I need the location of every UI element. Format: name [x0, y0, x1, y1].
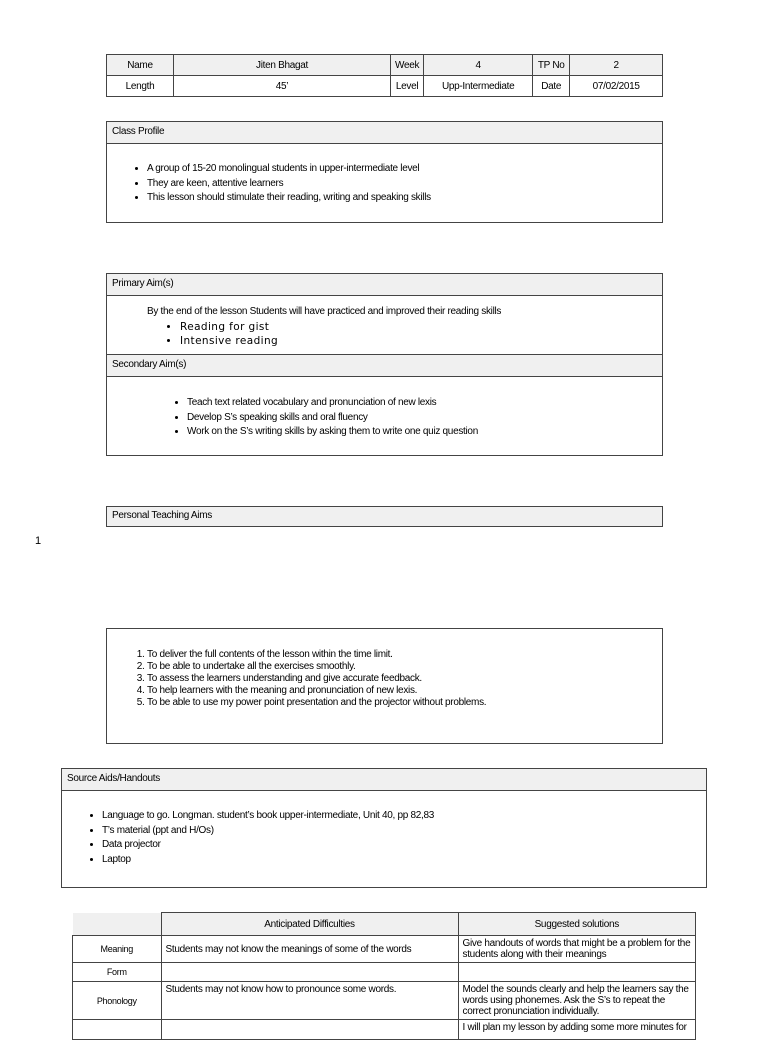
solution-cell: Give handouts of words that might be a problem for the students along with their meanings: [458, 936, 696, 963]
row-label: [73, 1020, 162, 1040]
personal-aims-title: Personal Teaching Aims: [107, 507, 662, 526]
list-item: 4. To help learners with the meaning and pronunciation of new lexis.: [147, 685, 662, 697]
difficulties-table: [72, 912, 696, 1040]
lesson-info-table: [106, 54, 663, 97]
list-item: 3. To assess the learners understanding and give accurate feedback.: [147, 673, 662, 685]
list-item: • Work on the S’s writing skills by asking them to write one quiz question: [187, 425, 662, 440]
primary-aims-title: Primary Aim(s): [107, 274, 662, 296]
row-label-form: Form: [73, 963, 162, 982]
date-label: Date: [533, 76, 570, 97]
row-label-phonology: Phonology: [73, 982, 162, 1020]
solution-cell: [458, 963, 696, 982]
list-item: • T’s material (ppt and H/Os): [102, 824, 706, 839]
name-label: Name: [107, 55, 174, 76]
secondary-aims-list: [107, 396, 662, 440]
list-item: • Laptop: [102, 853, 706, 868]
col-header-difficulties: Anticipated Difficulties: [161, 913, 458, 936]
personal-aims-box: [106, 628, 663, 744]
list-item: • Language to go. Longman. student’s book upper-intermediate, Unit 40, pp 82,83: [102, 809, 706, 824]
difficulty-cell: [161, 1020, 458, 1040]
list-item: • This lesson should stimulate their reading, writing and speaking skills: [147, 191, 662, 206]
list-item: • Data projector: [102, 838, 706, 853]
length-value: 45’: [174, 76, 391, 97]
col-header-solutions: Suggested solutions: [458, 913, 696, 936]
source-aids-box: [61, 768, 707, 888]
personal-aims-header-box: [106, 506, 663, 527]
date-value: 07/02/2015: [570, 76, 663, 97]
aims-box: [106, 273, 663, 456]
table-row: [73, 936, 696, 963]
name-value: Jiten Bhagat: [174, 55, 391, 76]
level-label: Level: [391, 76, 424, 97]
list-item: • Reading for gist: [180, 320, 278, 334]
list-item: 2. To be able to undertake all the exercises smoothly.: [147, 661, 662, 673]
primary-aims-list: [140, 320, 278, 348]
personal-aims-list: [107, 649, 662, 709]
primary-aims-intro: By the end of the lesson Students will have practiced and improved their reading skills: [147, 306, 502, 317]
class-profile-title: Class Profile: [107, 122, 662, 144]
table-row: [73, 963, 696, 982]
table-row: [73, 1020, 696, 1040]
source-aids-title: Source Aids/Handouts: [62, 769, 706, 791]
source-aids-list: [62, 809, 706, 867]
level-value: Upp-Intermediate: [424, 76, 533, 97]
difficulty-cell: Students may not know the meanings of some of the words: [161, 936, 458, 963]
list-item: 1. To deliver the full contents of the lesson within the time limit.: [147, 649, 662, 661]
class-profile-list: [107, 162, 662, 206]
tpno-label: TP No: [533, 55, 570, 76]
difficulty-cell: Students may not know how to pronounce some words.: [161, 982, 458, 1020]
class-profile-box: [106, 121, 663, 223]
list-item: • Teach text related vocabulary and pronunciation of new lexis: [187, 396, 662, 411]
list-item: • Intensive reading: [180, 334, 278, 348]
list-item: • A group of 15-20 monolingual students in upper-intermediate level: [147, 162, 662, 177]
solution-cell: Model the sounds clearly and help the learners say the words using phonemes. Ask the S’s to repeat the correct pronunciation individually.: [458, 982, 696, 1020]
difficulty-cell: [161, 963, 458, 982]
page-number: 1: [35, 535, 41, 547]
row-label-meaning: Meaning: [73, 936, 162, 963]
empty-corner-cell: [73, 913, 162, 936]
tpno-value: 2: [570, 55, 663, 76]
list-item: • Develop S’s speaking skills and oral fluency: [187, 411, 662, 426]
table-row: [73, 982, 696, 1020]
solution-cell: I will plan my lesson by adding some more minutes for: [458, 1020, 696, 1040]
week-value: 4: [424, 55, 533, 76]
list-item: • They are keen, attentive learners: [147, 177, 662, 192]
secondary-aims-title: Secondary Aim(s): [107, 355, 662, 377]
length-label: Length: [107, 76, 174, 97]
list-item: 5. To be able to use my power point presentation and the projector without problems.: [147, 697, 662, 709]
week-label: Week: [391, 55, 424, 76]
